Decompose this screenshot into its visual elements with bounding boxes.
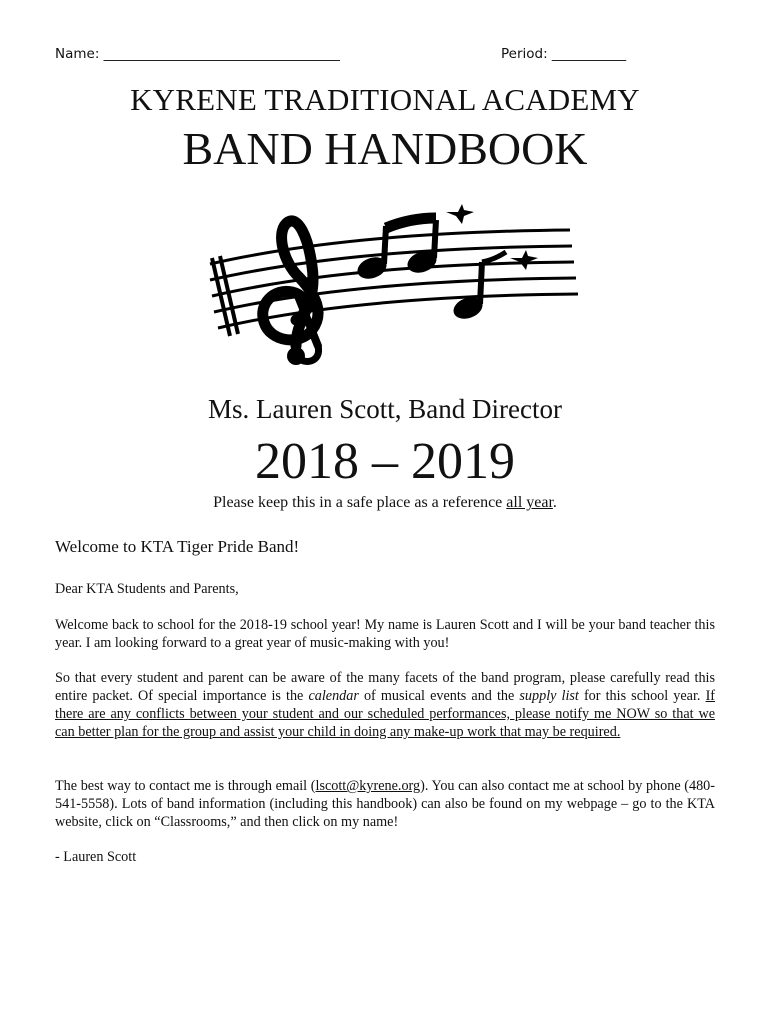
letter-greeting: Dear KTA Students and Parents, xyxy=(55,581,239,597)
supply-list-term: supply list xyxy=(519,688,579,704)
para3-text-a: The best way to contact me is through email ( xyxy=(55,778,316,794)
letter-paragraph-3 xyxy=(55,777,715,831)
band-director: Ms. Lauren Scott, Band Director xyxy=(208,394,562,424)
para2-text-a: So that every student and parent can be aware of the many facets of the band program, please carefully read this entire packet. Of special importance is the xyxy=(55,670,715,704)
reminder-text: Please keep this in a safe place as a reference xyxy=(213,494,507,511)
signature: - Lauren Scott xyxy=(55,849,137,865)
conflict-notice: If there are any conflicts between your student and our scheduled performances, please notify me NOW so that we can better plan for the group and assist your child in doing any make-up work that may be required. xyxy=(55,688,716,740)
letter-paragraph-2 xyxy=(55,669,715,741)
page-title: BAND HANDBOOK xyxy=(182,123,588,174)
calendar-term: calendar xyxy=(308,688,359,704)
clef-dot-icon xyxy=(287,347,305,365)
para2-text-c: for this school year. xyxy=(578,688,706,704)
email-link[interactable]: lscott@kyrene.org xyxy=(315,778,421,794)
reminder-note xyxy=(0,494,770,512)
school-name: KYRENE TRADITIONAL ACADEMY xyxy=(130,82,640,117)
para2-text-b: of musical events and the xyxy=(358,688,520,704)
period-field[interactable]: Period: ___________ xyxy=(501,46,627,62)
letter-paragraph-1: Welcome back to school for the 2018-19 school year! My name is Lauren Scott and I will be your band teacher this year. I am looking forward to a great year of music-making with you! xyxy=(55,617,715,651)
welcome-heading: Welcome to KTA Tiger Pride Band! xyxy=(55,537,300,556)
reminder-emphasis: all year xyxy=(506,494,553,511)
name-field[interactable]: Name: ___________________________________ xyxy=(55,46,340,62)
music-notes-illustration xyxy=(200,196,590,366)
para3-text-b: ). You can also contact me at school by phone (480-541-5558). Lots of band information (including this handbook) can also be found on my webpage – go to the KTA website, click on “Classrooms,” and then click on my name! xyxy=(55,778,715,830)
treble-clef-icon xyxy=(263,221,319,362)
reminder-period: . xyxy=(552,494,557,511)
school-year: 2018 – 2019 xyxy=(255,433,515,490)
